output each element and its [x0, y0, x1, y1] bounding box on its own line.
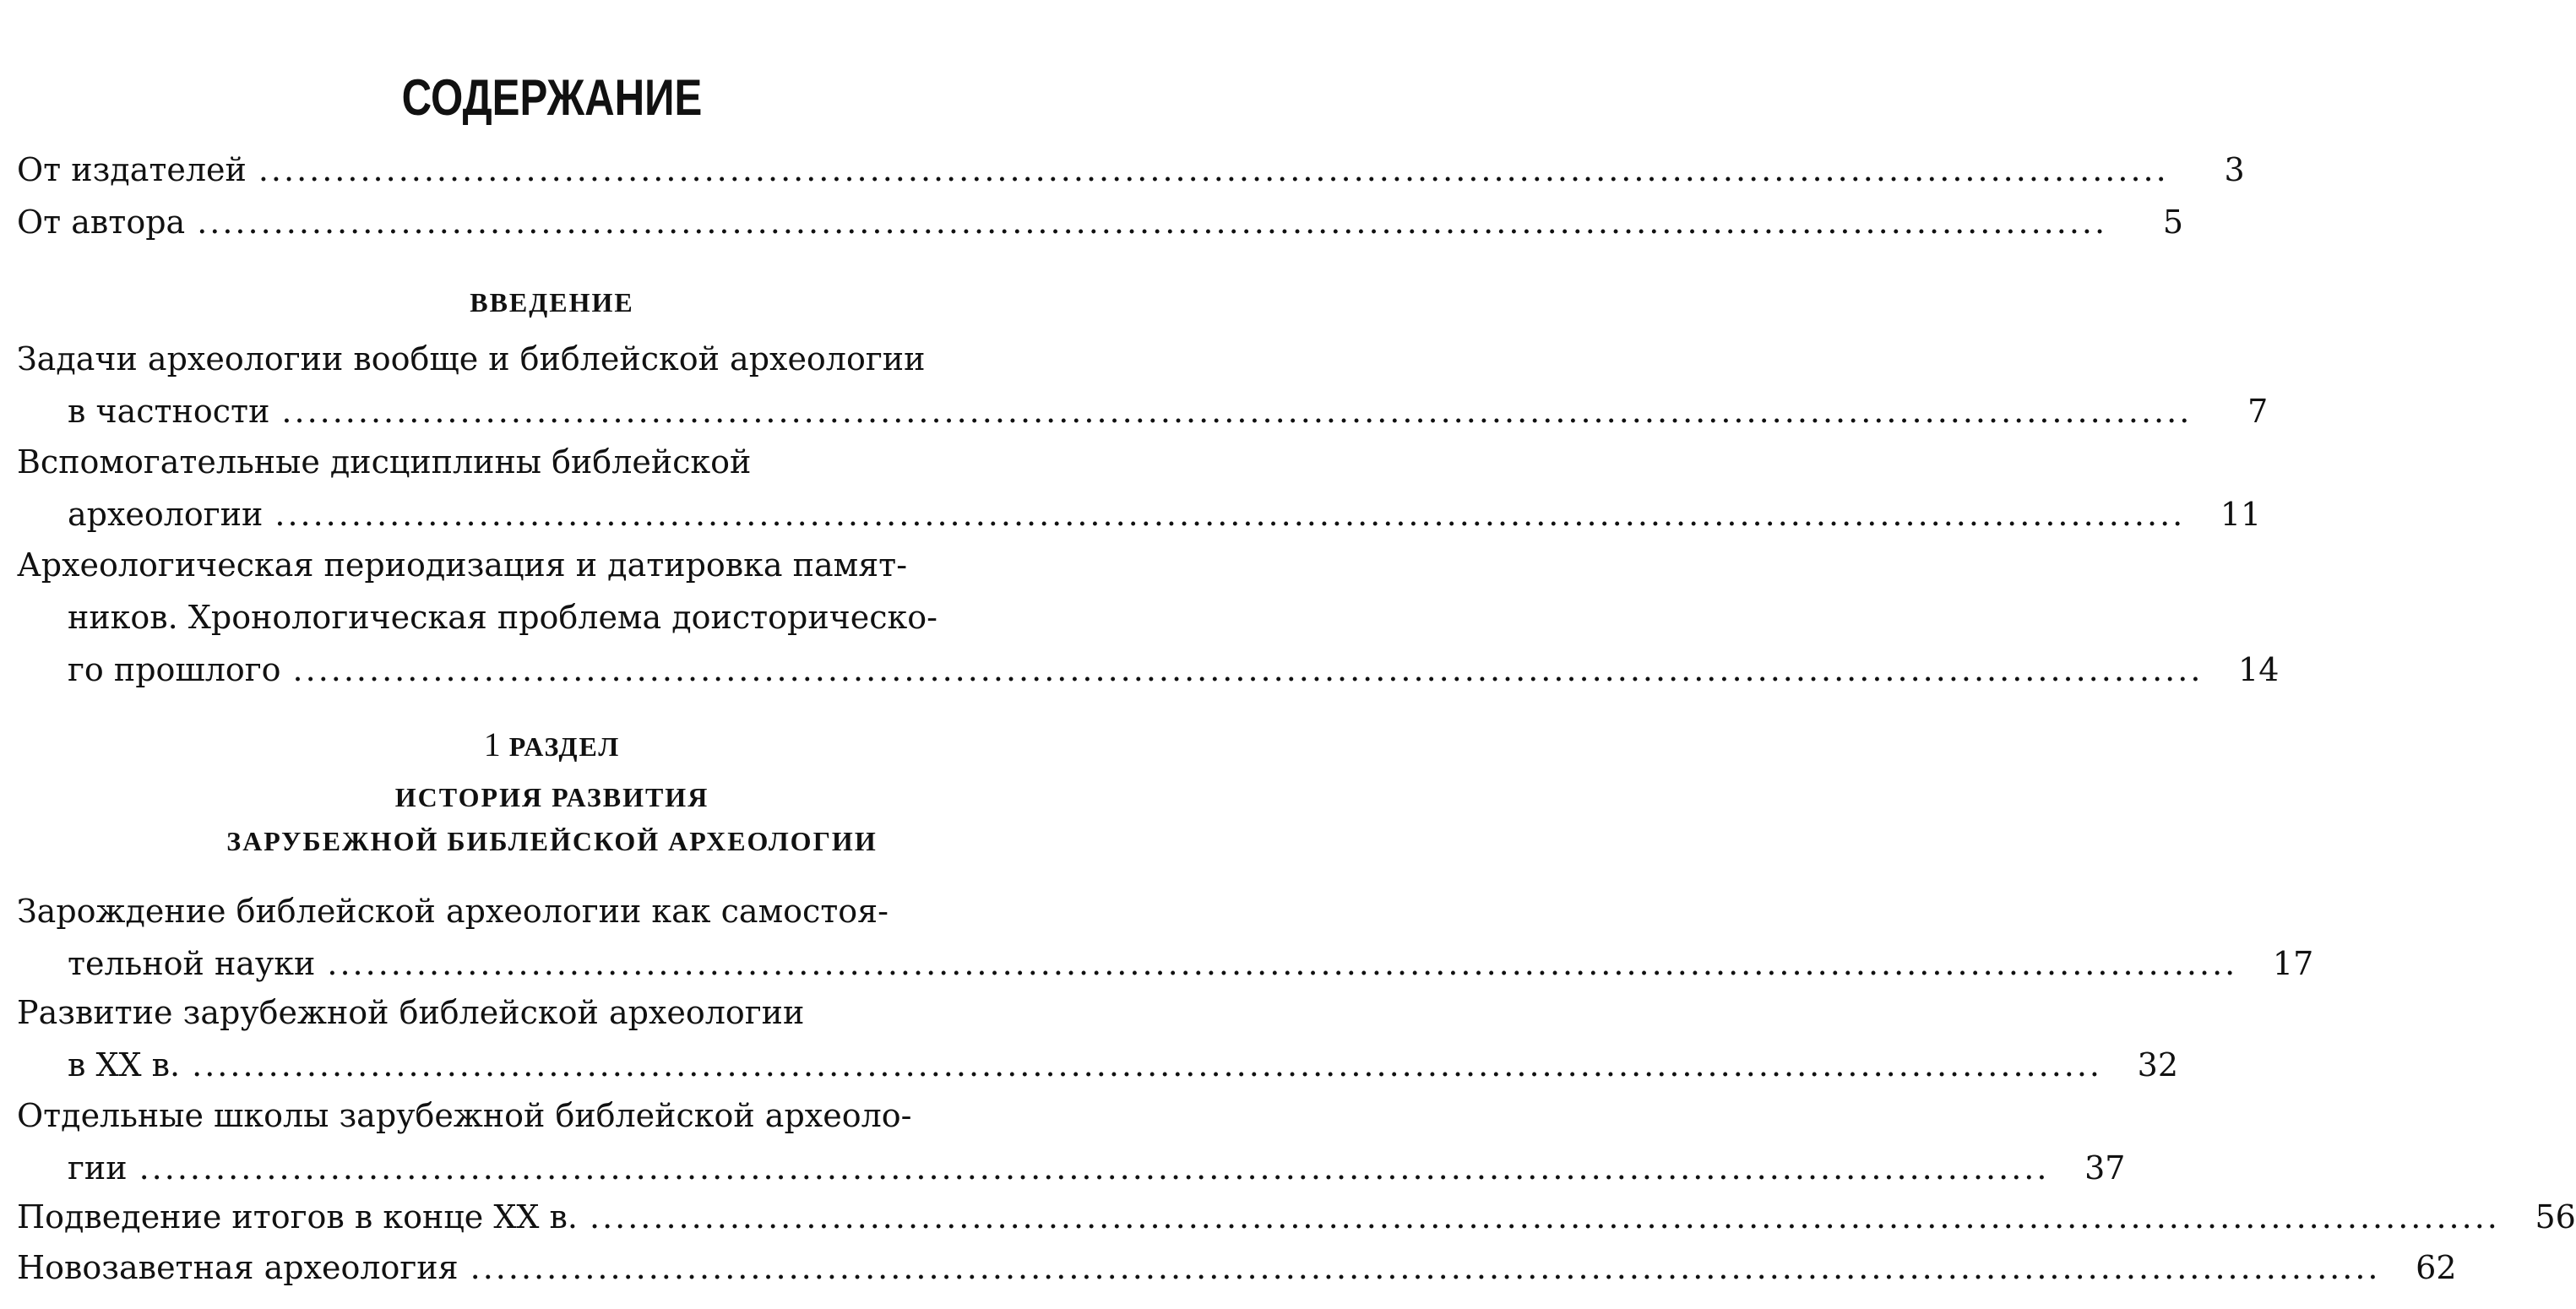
dot-leader: ...................................................................................................................................................... — [589, 1198, 2500, 1236]
toc-entry-new-testament — [17, 1241, 2457, 1294]
toc-entry-page: 5 — [2162, 204, 2184, 241]
toc-entry-summary — [17, 1191, 2576, 1243]
dot-leader: ...................................................................................................................................................... — [274, 496, 2186, 533]
toc-entry-title: тельной науки — [68, 945, 316, 982]
section-title-line1: ИСТОРИЯ РАЗВИТИЯ — [394, 782, 709, 812]
toc-entry-page: 3 — [2224, 151, 2245, 188]
toc-entry-page: 62 — [2416, 1249, 2457, 1286]
toc-entry-title: Подведение итогов в конце XX в. — [17, 1198, 578, 1236]
toc-entry-line — [17, 385, 2269, 437]
toc-entry-line — [17, 1142, 2126, 1194]
toc-entry-title: От издателей — [17, 151, 247, 188]
toc-entry-line: Вспомогательные дисциплины библейской — [17, 443, 752, 481]
toc-entry-from-publishers — [17, 144, 2245, 196]
toc-entry-line: Археологическая периодизация и датировка памят- — [17, 546, 908, 584]
toc-entry-auxiliary-disciplines — [17, 436, 2262, 540]
section-label: РАЗДЕЛ — [508, 731, 621, 762]
toc-entry-title: Новозаветная археология — [17, 1249, 459, 1286]
toc-entry-page: 7 — [2247, 393, 2269, 430]
toc-entry-title: в частности — [68, 393, 270, 430]
toc-entry-page: 17 — [2272, 945, 2314, 982]
toc-entry-line — [17, 144, 2245, 196]
toc-entry-line: Развитие зарубежной библейской археологии — [17, 994, 805, 1031]
dot-leader: ...................................................................................................................................................... — [258, 151, 2169, 188]
toc-entry-schools — [17, 1089, 2126, 1194]
dot-leader: ...................................................................................................................................................... — [197, 204, 2108, 241]
toc-entry-title: археологии — [68, 496, 264, 533]
toc-entry-line: Задачи археологии вообще и библейской археологии — [17, 340, 926, 377]
dot-leader: ...................................................................................................................................................... — [139, 1149, 2050, 1187]
toc-entry-origin — [17, 885, 2314, 990]
toc-entry-line — [17, 644, 2280, 696]
toc-entry-page: 14 — [2238, 651, 2280, 688]
toc-entry-archaeology-tasks — [17, 333, 2269, 437]
dot-leader: ...................................................................................................................................................... — [192, 1046, 2103, 1084]
toc-entry-line — [17, 937, 2314, 990]
section-number: 1 — [483, 725, 501, 763]
toc-entry-development-20th — [17, 986, 2179, 1091]
dot-leader: ...................................................................................................................................................... — [292, 651, 2204, 688]
section-heading — [0, 725, 1104, 764]
toc-entry-line — [17, 488, 2262, 540]
intro-heading: ВВЕДЕНИЕ — [470, 287, 634, 318]
toc-entry-from-author — [17, 196, 2184, 248]
toc-entry-line: ников. Хронологическая проблема доисторическо- — [68, 599, 938, 636]
toc-entry-line — [17, 196, 2184, 248]
section-title-line2: ЗАРУБЕЖНОЙ БИБЛЕЙСКОЙ АРХЕОЛОГИИ — [226, 826, 878, 856]
toc-entry-title: От автора — [17, 204, 186, 241]
toc-entry-page: 56 — [2535, 1198, 2576, 1236]
toc-entry-title: го прошлого — [68, 651, 281, 688]
toc-entry-line — [17, 1241, 2457, 1294]
toc-entry-page: 11 — [2220, 496, 2262, 533]
toc-entry-page: 37 — [2084, 1149, 2126, 1187]
toc-entry-periodization — [17, 539, 2280, 696]
page-title: СОДЕРЖАНИЕ — [401, 69, 703, 126]
dot-leader: ...................................................................................................................................................... — [470, 1249, 2381, 1286]
toc-entry-page: 32 — [2137, 1046, 2179, 1084]
toc-entry-title: гии — [68, 1149, 128, 1187]
dot-leader: ...................................................................................................................................................... — [327, 945, 2238, 982]
toc-entry-line — [17, 1191, 2576, 1243]
dot-leader: ...................................................................................................................................................... — [281, 393, 2193, 430]
toc-entry-line: Отдельные школы зарубежной библейской археоло- — [17, 1097, 912, 1134]
toc-entry-line — [17, 1039, 2179, 1091]
toc-entry-title: в XX в. — [68, 1046, 181, 1084]
toc-entry-line: Зарождение библейской археологии как самостоя- — [17, 893, 889, 930]
